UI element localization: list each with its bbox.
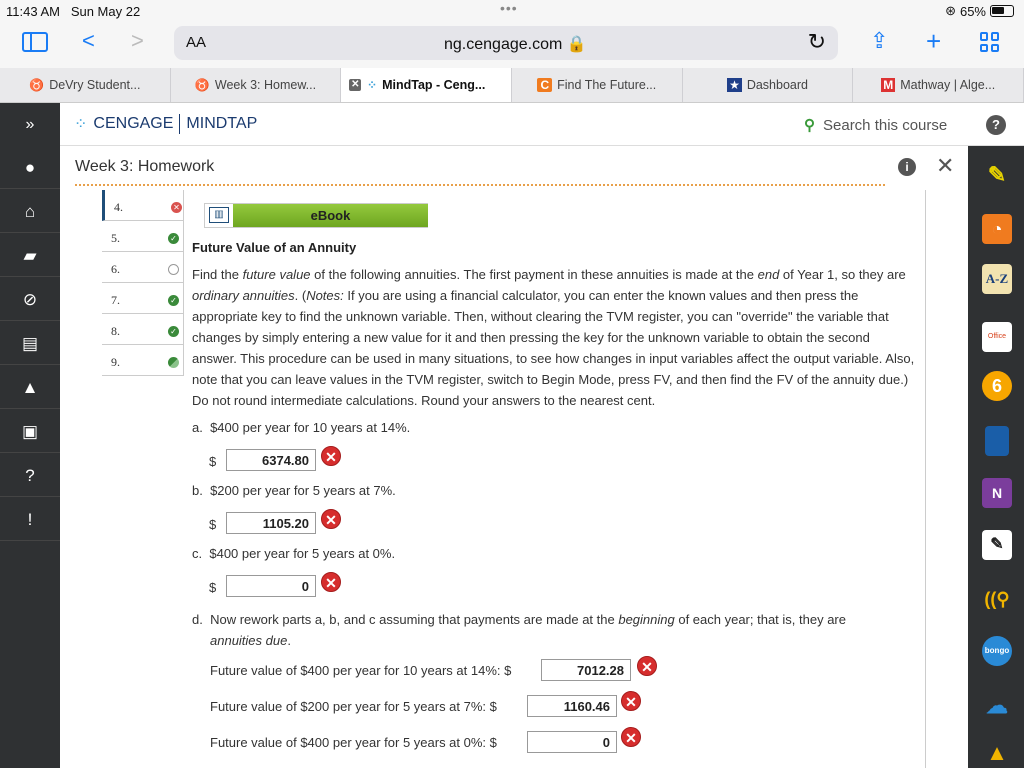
notes-icon[interactable]: ✎ — [982, 530, 1012, 560]
home-icon[interactable]: ⌂ — [0, 190, 60, 233]
ebook-label: eBook — [233, 204, 428, 227]
battery-icon — [990, 5, 1014, 17]
question-item[interactable] — [102, 190, 184, 221]
app-dock — [968, 146, 1024, 768]
expand-nav-button[interactable]: » — [0, 103, 60, 146]
incorrect-icon: ✕ — [321, 509, 341, 529]
reload-icon[interactable]: ↻ — [807, 29, 826, 54]
office-icon[interactable]: Office — [982, 322, 1012, 352]
address-bar[interactable] — [174, 26, 838, 60]
tab-dashboard[interactable]: ★ Dashboard — [683, 68, 854, 102]
tab-mindtap[interactable]: ✕ ⁘ MindTap - Ceng... — [341, 68, 512, 102]
rss-icon[interactable]: ◔ — [982, 214, 1012, 244]
incorrect-icon: ✕ — [171, 202, 182, 213]
question-content — [184, 190, 926, 768]
part-d2-label: Future value of $200 per year for 5 years at 7%: $ — [210, 699, 497, 714]
incorrect-icon: ✕ — [637, 656, 657, 676]
onedrive-icon[interactable]: ☁ — [986, 693, 1008, 718]
wifi-icon: ⊛ — [945, 3, 956, 18]
question-instructions: Find the future value of the following annuities. The first payment in these annuities is made at the end of Year 1, so they are ordinary annuities. (Notes: If you are using a financial calculator, you can enter the known values and then press the appropriate key to find the unknown variable. Then, without clearing the TVM register, you can "override" the variable that changes by simply entering a new value for it and then pressing the key for the unknown variable to obtain the second answer. This procedure can be used in many situations, to see how changes in input variables affect the output variable. Also, note that you can leave values in the TVM register, switch to Begin Mode, press FV, and then find the FV of the annuity due.) Do not round intermediate calculations. Round your answers to the nearest cent. — [192, 267, 915, 408]
readspeaker-icon[interactable]: ((⚲ — [984, 589, 1010, 609]
battery-status — [945, 3, 1014, 19]
url-text: ng.cengage.com 🔒 — [444, 36, 587, 53]
part-d1-label: Future value of $400 per year for 10 years at 14%: $ — [210, 663, 512, 678]
unanswered-icon — [168, 264, 179, 275]
answer-input-c[interactable]: 0 — [226, 575, 316, 597]
devry-icon: ♉ — [194, 78, 210, 92]
tab-devry[interactable]: ♉ DeVry Student... — [0, 68, 171, 102]
question-number: 4. — [114, 200, 123, 214]
search-placeholder: Search this course — [823, 116, 948, 134]
question-item[interactable] — [102, 314, 184, 345]
logo-mindtap-text: MINDTAP — [186, 115, 258, 132]
sidebar-toggle-icon[interactable] — [22, 32, 48, 52]
question-item[interactable] — [102, 221, 184, 252]
share-icon[interactable]: ⇪ — [870, 28, 889, 53]
ebook-button[interactable] — [204, 203, 428, 228]
back-arrow-icon[interactable]: < — [82, 28, 95, 53]
cengage-icon: ⁘ — [367, 78, 378, 92]
chegg-study-icon[interactable]: 6 — [982, 371, 1012, 401]
onenote-icon[interactable]: N — [982, 478, 1012, 508]
tab-mathway[interactable]: M Mathway | Alge... — [853, 68, 1024, 102]
logo-cengage-text: CENGAGE — [93, 115, 174, 132]
part-b-prompt: b. $200 per year for 5 years at 7%. — [192, 483, 396, 498]
google-drive-icon[interactable]: ▲ — [986, 740, 1008, 765]
tab-week3[interactable]: ♉ Week 3: Homew... — [171, 68, 342, 102]
question-number: 5. — [111, 231, 120, 245]
answer-input-a[interactable]: 6374.80 — [226, 449, 316, 471]
browser-toolbar — [0, 22, 1024, 68]
briefcase-icon[interactable]: ▣ — [0, 410, 60, 453]
close-tab-icon[interactable]: ✕ — [351, 79, 360, 90]
ios-status-bar — [0, 0, 1024, 22]
bongo-icon[interactable]: bongo — [982, 636, 1012, 666]
help-nav-icon[interactable]: ? — [0, 454, 60, 497]
close-icon[interactable]: ✕ — [936, 153, 955, 178]
notebook-icon[interactable]: ▰ — [0, 234, 60, 277]
tab-overview-icon[interactable] — [980, 32, 1000, 52]
question-item[interactable] — [102, 345, 184, 376]
book-icon: ▥ — [209, 207, 229, 223]
part-c-prompt: c. $400 per year for 5 years at 0%. — [192, 546, 396, 561]
mindtap-header — [0, 103, 1024, 146]
search-course-field[interactable] — [804, 116, 947, 134]
tab-find-future[interactable]: C Find The Future... — [512, 68, 683, 102]
answer-input-b[interactable]: 1105.20 — [226, 512, 316, 534]
activity-title: Week 3: Homework — [75, 158, 215, 175]
pencil-icon[interactable]: ✎ — [987, 162, 1007, 187]
cengage-mindtap-logo[interactable] — [74, 114, 257, 134]
question-number: 6. — [111, 262, 120, 276]
part-d3-label: Future value of $400 per year for 5 years at 0%: $ — [210, 735, 497, 750]
left-nav — [0, 146, 60, 768]
question-item[interactable] — [102, 283, 184, 314]
check-icon: ✓ — [168, 295, 179, 306]
status-time: 11:43 AM Sun May 22 — [6, 4, 141, 19]
question-title: Future Value of an Annuity — [192, 240, 357, 255]
book-icon[interactable]: ▤ — [0, 322, 60, 365]
currency-symbol: $ — [209, 517, 217, 532]
battery-fill — [992, 7, 1004, 14]
info-icon[interactable]: i — [898, 158, 916, 176]
graduation-cap-icon[interactable]: ▲ — [0, 366, 60, 409]
compass-icon[interactable]: ⊘ — [0, 278, 60, 321]
dashboard-icon: ★ — [729, 78, 740, 92]
profile-icon[interactable]: ● — [0, 146, 60, 189]
incorrect-icon: ✕ — [621, 691, 641, 711]
incorrect-icon: ✕ — [321, 446, 341, 466]
check-icon: ✓ — [168, 326, 179, 337]
part-a-prompt: a. $400 per year for 10 years at 14%. — [192, 420, 411, 435]
multitask-dots-icon[interactable]: ••• — [500, 0, 518, 16]
chegg-icon: C — [537, 78, 552, 92]
cengage-logo-icon: ⁘ — [74, 116, 88, 133]
partial-check-icon — [168, 357, 179, 368]
header-divider — [75, 184, 885, 186]
currency-symbol: $ — [209, 454, 217, 469]
lock-icon: 🔒 — [566, 36, 587, 53]
incorrect-icon: ✕ — [621, 727, 641, 747]
answer-input-d1[interactable]: 7012.28 — [541, 659, 631, 681]
answer-input-d3[interactable]: 0 — [527, 731, 617, 753]
question-list — [102, 190, 184, 376]
question-number: 9. — [111, 355, 120, 369]
help-button[interactable]: ? — [986, 115, 1006, 135]
mathway-icon: M — [883, 78, 894, 92]
incorrect-icon: ✕ — [321, 572, 341, 592]
part-d-prompt: d. Now rework parts a, b, and c assuming that payments are made at the beginning of each year; that is, they are annuities due. — [192, 612, 846, 648]
new-tab-icon[interactable]: + — [926, 26, 942, 56]
check-icon: ✓ — [168, 233, 179, 244]
tab-strip — [0, 68, 1024, 103]
forward-arrow-icon[interactable]: > — [131, 28, 144, 53]
text-size-button[interactable]: AA — [186, 34, 207, 51]
answer-input-d2[interactable]: 1160.46 — [527, 695, 617, 717]
question-item[interactable] — [102, 252, 184, 283]
question-number: 8. — [111, 324, 120, 338]
question-number: 7. — [111, 293, 120, 307]
ebook-dock-icon[interactable] — [985, 426, 1009, 456]
currency-symbol: $ — [209, 580, 217, 595]
feedback-icon[interactable]: ! — [0, 498, 60, 541]
devry-icon: ♉ — [29, 78, 45, 92]
search-icon: ⚲ — [804, 117, 815, 134]
battery-percent: 65% — [959, 3, 986, 19]
glossary-icon[interactable]: A-Z — [982, 264, 1012, 294]
